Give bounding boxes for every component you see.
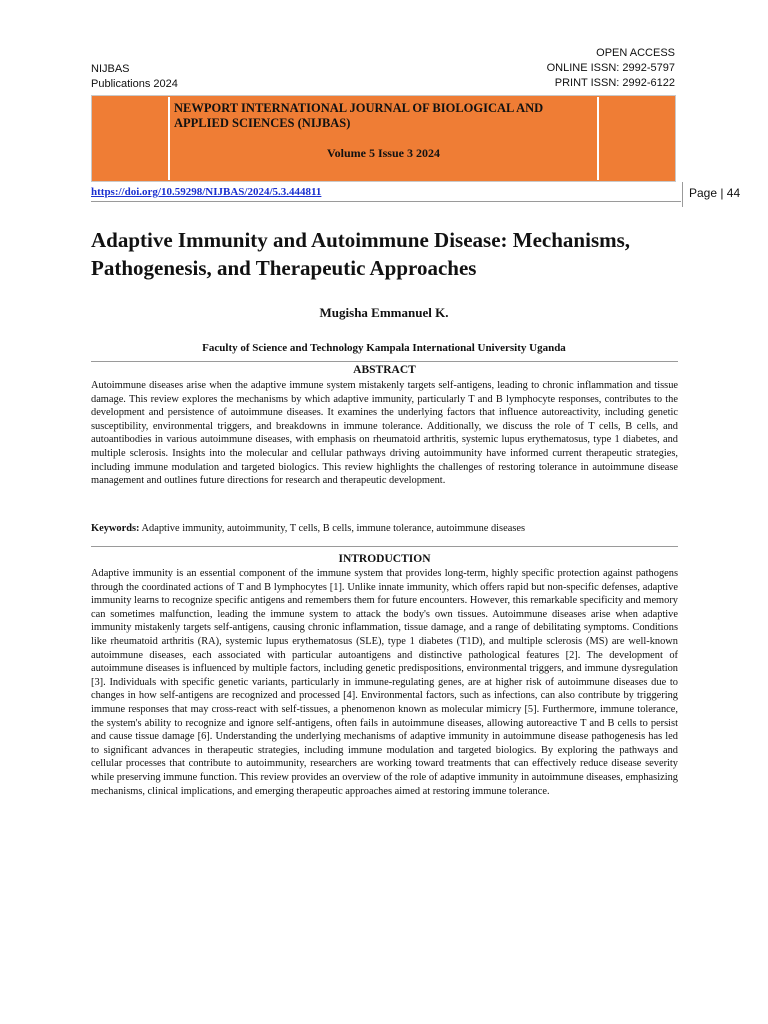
- author-affiliation: Faculty of Science and Technology Kampala International University Uganda: [202, 342, 566, 354]
- banner-inner: [168, 97, 599, 180]
- online-issn: ONLINE ISSN: 2992-5797: [546, 62, 675, 74]
- volume-issue: Volume 5 Issue 3 2024: [327, 146, 440, 160]
- doi-divider: [91, 201, 681, 202]
- article-title: Adaptive Immunity and Autoimmune Disease: Mechanisms, Pathogenesis, and Therapeutic Approaches: [91, 228, 631, 280]
- author-name: Mugisha Emmanuel K.: [319, 305, 449, 320]
- doi-link[interactable]: https://doi.org/10.59298/NIJBAS/2024/5.3.444811: [91, 186, 322, 198]
- abstract-heading: ABSTRACT: [353, 364, 416, 376]
- abstract-text: Autoimmune diseases arise when the adaptive immune system mistakenly targets self-antigens, leading to chronic inflammation and tissue damage. This review explores the mechanisms by which adaptive immunity, particularly T and B lymphocyte responses, contributes to the development and persistence of autoimmune diseases. It examines the underlying factors that influence autoreactivity, including genetic susceptibility, environmental triggers, and breakdowns in immune tolerance. Additionally, we discuss the role of T cells, B cells, and autoantibodies in various autoimmune diseases, with emphasis on rheumatoid arthritis, systemic lupus erythematosus, type 1 diabetes, and multiple sclerosis. Insights into the molecular and cellular pathways driving autoimmunity have informed current therapeutic strategies, including immune modulation and targeted biologics. This review highlights the challenges of restoring tolerance in autoimmune disease management and outlines future directions for research and therapeutic development.: [91, 380, 678, 487]
- page-number: Page | 44: [682, 182, 740, 207]
- keywords-label: Keywords:: [91, 523, 140, 534]
- keywords-list: Adaptive immunity, autoimmunity, T cells, B cells, immune tolerance, autoimmune diseases: [139, 523, 526, 534]
- journal-short-name: NIJBAS: [91, 63, 130, 75]
- abstract-top-rule: [91, 361, 678, 362]
- keywords-line: [91, 522, 678, 536]
- journal-banner: [91, 95, 676, 182]
- publications-year: Publications 2024: [91, 78, 178, 90]
- journal-full-name: NEWPORT INTERNATIONAL JOURNAL OF BIOLOGICAL AND APPLIED SCIENCES (NIJBAS): [174, 101, 544, 130]
- open-access-label: OPEN ACCESS: [596, 47, 675, 59]
- print-issn: PRINT ISSN: 2992-6122: [554, 77, 675, 89]
- header-left: [91, 62, 178, 92]
- introduction-heading: INTRODUCTION: [338, 553, 431, 565]
- introduction-text: Adaptive immunity is an essential component of the immune system that provides long-term, highly specific protection against pathogens through the coordinated actions of T and B lymphocytes [1]. Unlike innate immunity, which offers rapid but non-specific defenses, adaptive immunity learns to recognize specific antigens and remembers them for future encounters. However, this remarkable specificity and memory can sometimes malfunction, leading the immune system to attack the body's own tissues. Autoimmune diseases arise when adaptive immunity mistakenly targets self-antigens, causing chronic inflammation, tissue damage, and a range of debilitating symptoms. Conditions like rheumatoid arthritis (RA), systemic lupus erythematosus (SLE), type 1 diabetes (T1D), and multiple sclerosis (MS) are well-known autoimmune diseases, each associated with particular autoantigens and distinctive pathological features [2]. The development of autoimmune diseases is influenced by multiple factors, including genetic predispositions, environmental triggers, and immune dysregulation [3]. Individuals with specific genetic variants, particularly in immune-regulating genes, are at higher risk of autoimmune diseases due to changes in how self-antigens are recognized and processed [4]. Environmental factors, such as infections, can also contribute by triggering immune responses that may cross-react with self-tissues, a phenomenon known as molecular mimicry [5]. Furthermore, immune tolerance, the system's ability to recognize and ignore self-antigens, often fails in autoimmune diseases, allowing autoreactive T and B cells to persist and cause tissue damage [6]. Understanding the underlying mechanisms of adaptive immunity in autoimmune disease pathogenesis has led to significant advances in therapeutic strategies, including immune modulation and targeted biologics. By exploring the pathways and cellular processes that contribute to autoimmunity, researchers are working toward treatments that can effectively reduce disease severity while preserving immune function. This review provides an overview of the role of adaptive immunity in autoimmune diseases, emphasizing mechanisms, clinical implications, and emerging therapeutic approaches aimed at restoring immune tolerance.: [91, 568, 678, 797]
- header-right: [547, 46, 675, 91]
- abstract-bottom-rule: [91, 546, 678, 547]
